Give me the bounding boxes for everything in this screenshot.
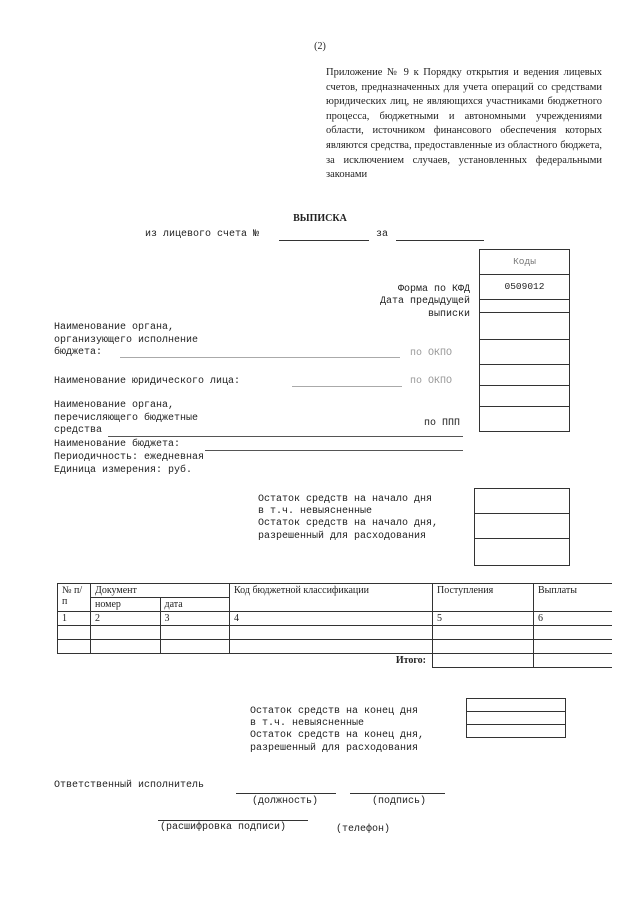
balance-end-box <box>466 698 566 738</box>
account-number-field[interactable] <box>279 240 369 241</box>
legal-entity-label: Наименование юридического лица: <box>54 376 241 387</box>
col-header-kbk: Код бюджетной классификации <box>230 584 433 612</box>
page-number: (2) <box>314 41 326 52</box>
ppp-code[interactable] <box>480 386 569 407</box>
phone-caption: (телефон) <box>336 824 391 835</box>
col-index-5: 5 <box>433 612 534 626</box>
blank-code-1[interactable] <box>480 365 569 386</box>
form-code: 0509012 <box>480 275 569 300</box>
organ-exec-field[interactable] <box>120 357 400 358</box>
sign-caption: (подпись) <box>372 796 427 807</box>
operations-table <box>57 583 612 668</box>
table-row[interactable] <box>58 640 613 654</box>
appendix-header: Приложение № 9 к Порядку открытия и ведения лицевых счетов, предназначенных для учета операций со средствами юридических лиц, не являющихся участниками бюджетного процесса, бюджетными и автономными учреждениями области, источником финансового обеспечения которых являются средства, предоставленные из областного бюджета, за исключением случаев, установленных федеральными законами <box>326 67 602 181</box>
col-header-doc-num: номер <box>91 598 161 612</box>
balance-start-value[interactable] <box>475 489 569 514</box>
unit-label: Единица измерения: руб. <box>54 465 193 476</box>
organ-transfer-field[interactable] <box>108 436 463 437</box>
balance-end-allowed-value[interactable] <box>467 725 565 737</box>
decode-caption: (расшифровка подписи) <box>160 822 287 833</box>
legal-entity-field[interactable] <box>292 386 402 387</box>
col-header-doc-date: дата <box>160 598 230 612</box>
organ-exec-label: Наименование органа, организующего исполнение бюджета: <box>54 322 199 358</box>
col-index-3: 3 <box>160 612 230 626</box>
budget-name-label: Наименование бюджета: <box>54 439 181 450</box>
decode-field[interactable] <box>158 820 308 821</box>
period-field[interactable] <box>396 240 484 241</box>
balance-start-box <box>474 488 570 566</box>
responsible-label: Ответственный исполнитель <box>54 780 205 791</box>
okpo-code-2[interactable] <box>480 340 569 365</box>
prev-date-code[interactable] <box>480 300 569 313</box>
form-kfd-label: Форма по КФД <box>397 284 470 295</box>
total-in-value[interactable] <box>433 654 534 668</box>
balance-start-allowed-label: Остаток средств на начало дня, разрешенный для расходования <box>258 518 439 542</box>
prev-date-label: Дата предыдущей выписки <box>379 296 470 320</box>
col-index-1: 1 <box>58 612 91 626</box>
codes-box <box>479 249 570 432</box>
total-label: Итого: <box>395 655 426 666</box>
col-index-2: 2 <box>91 612 161 626</box>
total-out-value[interactable] <box>534 654 613 668</box>
col-header-in: Поступления <box>433 584 534 612</box>
balance-start-unclear-value[interactable] <box>475 514 569 539</box>
col-header-num: № п/п <box>58 584 91 612</box>
codes-header: Коды <box>480 250 569 275</box>
position-caption: (должность) <box>252 796 319 807</box>
organ-transfer-label: Наименование органа, перечисляющего бюджетные средства <box>54 400 199 436</box>
blank-code-2[interactable] <box>480 407 569 431</box>
account-number-label: из лицевого счета № <box>145 229 260 240</box>
col-index-6: 6 <box>534 612 613 626</box>
table-row[interactable] <box>58 626 613 640</box>
balance-end-allowed-label: Остаток средств на конец дня, разрешенный для расходования <box>250 730 425 754</box>
okpo-label-2: по ОКПО <box>410 376 453 387</box>
col-header-out: Выплаты <box>534 584 613 612</box>
ppp-label: по ППП <box>424 418 461 429</box>
balance-start-allowed-value[interactable] <box>475 539 569 565</box>
okpo-code-1[interactable] <box>480 313 569 340</box>
balance-start-unclear-label: в т.ч. невыясненные <box>258 506 373 517</box>
balance-end-label: Остаток средств на конец дня <box>250 706 419 717</box>
period-label: за <box>376 229 389 240</box>
document-title: ВЫПИСКА <box>293 213 347 224</box>
col-index-4: 4 <box>230 612 433 626</box>
budget-name-field[interactable] <box>205 450 463 451</box>
balance-end-unclear-label: в т.ч. невыясненные <box>250 718 365 729</box>
position-field[interactable] <box>236 793 336 794</box>
sign-field[interactable] <box>350 793 445 794</box>
okpo-label-1: по ОКПО <box>410 348 453 359</box>
col-header-doc: Документ <box>91 584 230 598</box>
balance-end-value[interactable] <box>467 699 565 712</box>
periodicity-label: Периодичность: ежедневная <box>54 452 205 463</box>
balance-end-unclear-value[interactable] <box>467 712 565 725</box>
balance-start-label: Остаток средств на начало дня <box>258 494 433 505</box>
